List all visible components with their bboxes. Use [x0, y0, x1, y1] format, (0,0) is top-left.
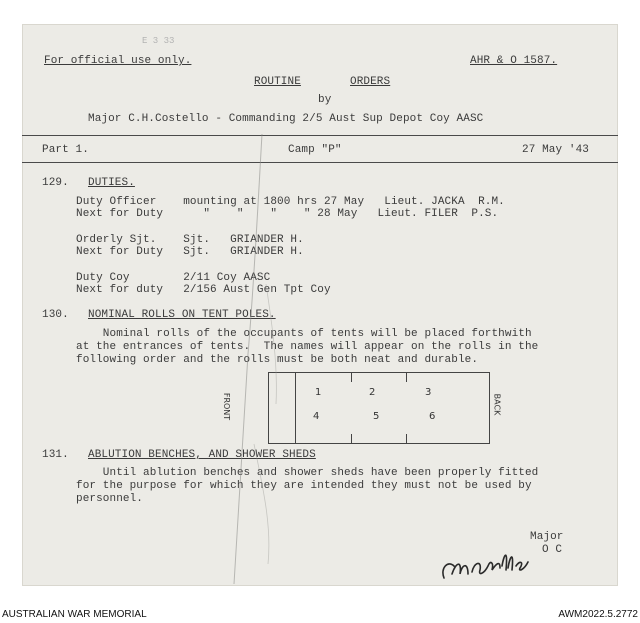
official-use-label: For official use only. [44, 55, 192, 67]
signatory-rank: Major [530, 531, 564, 543]
item-130-title: NOMINAL ROLLS ON TENT POLES. [88, 309, 276, 321]
part-label: Part 1. [42, 144, 89, 156]
item-131-para-2: for the purpose for which they are intended they must not be used by [76, 480, 532, 492]
tick-bottom-1 [351, 434, 352, 444]
bottom-rule [22, 162, 618, 163]
next-orderly-line: Next for Duty Sjt. GRIANDER H. [76, 246, 304, 258]
item-130-para-1: Nominal rolls of the occupants of tents will be placed forthwith [76, 328, 532, 340]
bed-6: 6 [429, 411, 436, 422]
back-label: BACK [492, 393, 502, 416]
bed-3: 3 [425, 387, 432, 398]
signatory-role: O C [542, 544, 563, 556]
item-129-number: 129. [42, 177, 69, 189]
item-131-title: ABLUTION BENCHES, AND SHOWER SHEDS [88, 449, 316, 461]
tick-top-1 [351, 372, 352, 382]
handwritten-signature [438, 544, 538, 586]
issuer-line: Major C.H.Costello - Commanding 2/5 Aust Sup Depot Coy AASC [88, 113, 484, 125]
tent-layout-diagram [268, 372, 490, 444]
front-label: FRONT [222, 392, 232, 421]
orderly-sjt-line: Orderly Sjt. Sjt. GRIANDER H. [76, 234, 304, 246]
tick-bottom-2 [406, 434, 407, 444]
routine-heading: ROUTINE [254, 76, 301, 88]
duty-officer-line: Duty Officer mounting at 1800 hrs 27 May Lieut. JACKA R.M. [76, 196, 505, 208]
item-131-para-1: Until ablution benches and shower sheds have been properly fitted [76, 467, 539, 479]
item-131-para-3: personnel. [76, 493, 144, 505]
faint-stamp: E 3 33 [142, 36, 175, 46]
reference-number: AHR & O 1587. [470, 55, 558, 67]
orders-heading: ORDERS [350, 76, 391, 88]
by-label: by [318, 94, 332, 106]
top-rule [22, 135, 618, 136]
next-duty-coy-line: Next for duty 2/156 Aust Gen Tpt Coy [76, 284, 331, 296]
tick-top-2 [406, 372, 407, 382]
order-date: 27 May '43 [522, 144, 590, 156]
item-130-para-2: at the entrances of tents. The names will appear on the rolls in the [76, 341, 539, 353]
item-131-number: 131. [42, 449, 69, 461]
duty-coy-line: Duty Coy 2/11 Coy AASC [76, 272, 271, 284]
tent-front-divider [295, 373, 296, 443]
footer-accession-number: AWM2022.5.2772 [558, 609, 638, 620]
footer-institution: AUSTRALIAN WAR MEMORIAL [2, 609, 147, 620]
item-129-title: DUTIES. [88, 177, 135, 189]
document-sheet [22, 24, 618, 586]
bed-2: 2 [369, 387, 376, 398]
item-130-number: 130. [42, 309, 69, 321]
bed-4: 4 [313, 411, 320, 422]
item-130-para-3: following order and the rolls must be both neat and durable. [76, 354, 479, 366]
bed-1: 1 [315, 387, 322, 398]
bed-5: 5 [373, 411, 380, 422]
camp-label: Camp "P" [288, 144, 342, 156]
next-duty-officer-line: Next for Duty " " " " 28 May Lieut. FILER P.S. [76, 208, 499, 220]
